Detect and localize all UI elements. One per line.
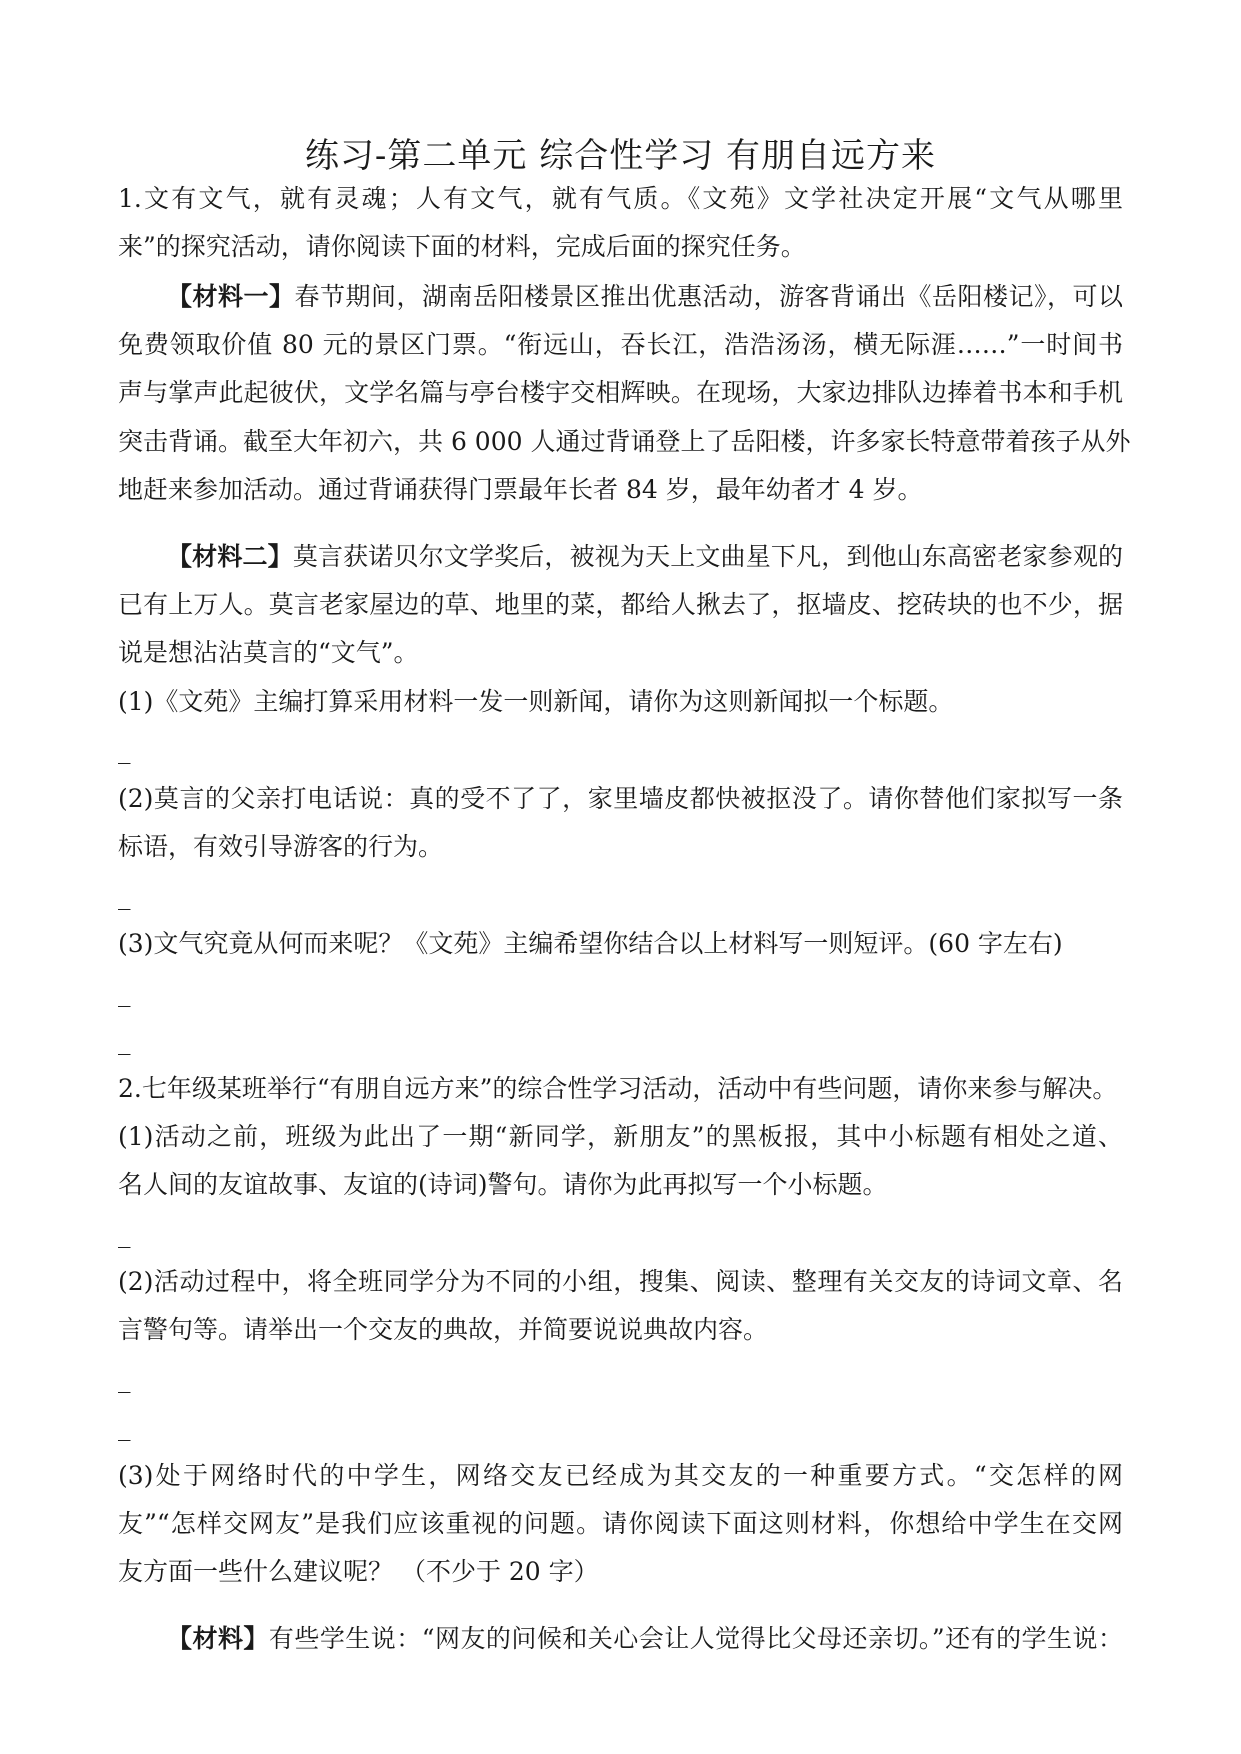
- material1-text: 春节期间，湖南岳阳楼景区推出优惠活动，游客背诵出《岳阳楼记》，可以: [294, 282, 1123, 311]
- q1-sub3: (3)文气究竟从何而来呢？《文苑》主编希望你结合以上材料写一则短评。(60 字左右): [118, 929, 1063, 958]
- answer-blank[interactable]: _: [118, 1412, 131, 1441]
- answer-blank[interactable]: _: [118, 881, 131, 910]
- q2-sub1-line: (1)活动之前，班级为此出了一期“新同学，新朋友”的黑板报，其中小标题有相处之道、: [118, 1122, 1123, 1151]
- material2-text: 莫言获诺贝尔文学奖后，被视为天上文曲星下凡，到他山东高密老家参观的: [292, 542, 1123, 571]
- q2-sub3-line: 友”“怎样交网友”是我们应该重视的问题。请你阅读下面这则材料，你想给中学生在交网: [118, 1509, 1123, 1538]
- material2-tag: 【材料二】: [167, 542, 293, 571]
- material1-line: 地赶来参加活动。通过背诵获得门票最年长者 84 岁，最年幼者才 4 岁。: [118, 475, 923, 504]
- answer-blank[interactable]: _: [118, 735, 131, 764]
- material1-line: 声与掌声此起彼伏，文学名篇与亭台楼宇交相辉映。在现场，大家边排队边捧着书本和手机: [118, 378, 1123, 407]
- q2-sub2-line: 言警句等。请举出一个交友的典故，并简要说说典故内容。: [118, 1315, 769, 1344]
- q1-intro-line: 1.文有文气，就有灵魂；人有文气，就有气质。《文苑》文学社决定开展“文气从哪里: [118, 184, 1123, 213]
- q2-intro: 2.七年级某班举行“有朋自远方来”的综合性学习活动，活动中有些问题，请你来参与解决。: [118, 1074, 1118, 1103]
- q1-intro-line: 来”的探究活动，请你阅读下面的材料，完成后面的探究任务。: [118, 232, 806, 261]
- page-title: 练习-第二单元 综合性学习 有朋自远方来: [304, 136, 937, 176]
- material2-line: 已有上万人。莫言老家屋边的草、地里的菜，都给人揪去了，抠墙皮、挖砖块的也不少，据: [118, 590, 1123, 619]
- material1-tag: 【材料一】: [167, 282, 295, 311]
- answer-blank[interactable]: _: [118, 1364, 131, 1393]
- answer-blank[interactable]: _: [118, 1026, 131, 1055]
- material1-line: 突击背诵。截至大年初六，共 6 000 人通过背诵登上了岳阳楼，许多家长特意带着孩子从外: [118, 427, 1131, 456]
- q2-material-text: 有些学生说：“网友的问候和关心会让人觉得比父母还亲切。”还有的学生说：: [268, 1624, 1123, 1653]
- answer-blank[interactable]: _: [118, 1219, 131, 1248]
- material2-line: [167, 540, 1123, 574]
- q1-sub2-line: 标语，有效引导游客的行为。: [118, 832, 444, 861]
- material2-line: 说是想沾沾莫言的“文气”。: [118, 638, 419, 667]
- q2-material-tag: 【材料】: [167, 1624, 269, 1653]
- q2-sub1-line: 名人间的友谊故事、友谊的(诗词)警句。请你为此再拟写一个小标题。: [118, 1170, 888, 1199]
- q2-sub3-line: 友方面一些什么建议呢？ （不少于 20 字）: [118, 1557, 599, 1586]
- material1-line: [167, 280, 1123, 314]
- answer-blank[interactable]: _: [118, 978, 131, 1007]
- q2-material-line: [167, 1622, 1123, 1656]
- q1-sub1: (1)《文苑》主编打算采用材料一发一则新闻，请你为这则新闻拟一个标题。: [118, 687, 954, 716]
- material1-line: 免费领取价值 80 元的景区门票。“衔远山，吞长江，浩浩汤汤，横无际涯……”一时间书: [118, 330, 1123, 359]
- q1-sub2-line: (2)莫言的父亲打电话说：真的受不了了，家里墙皮都快被抠没了。请你替他们家拟写一条: [118, 784, 1123, 813]
- q2-sub2-line: (2)活动过程中，将全班同学分为不同的小组，搜集、阅读、整理有关交友的诗词文章、名: [118, 1267, 1123, 1296]
- q2-sub3-line: (3)处于网络时代的中学生，网络交友已经成为其交友的一种重要方式。“交怎样的网: [118, 1461, 1123, 1490]
